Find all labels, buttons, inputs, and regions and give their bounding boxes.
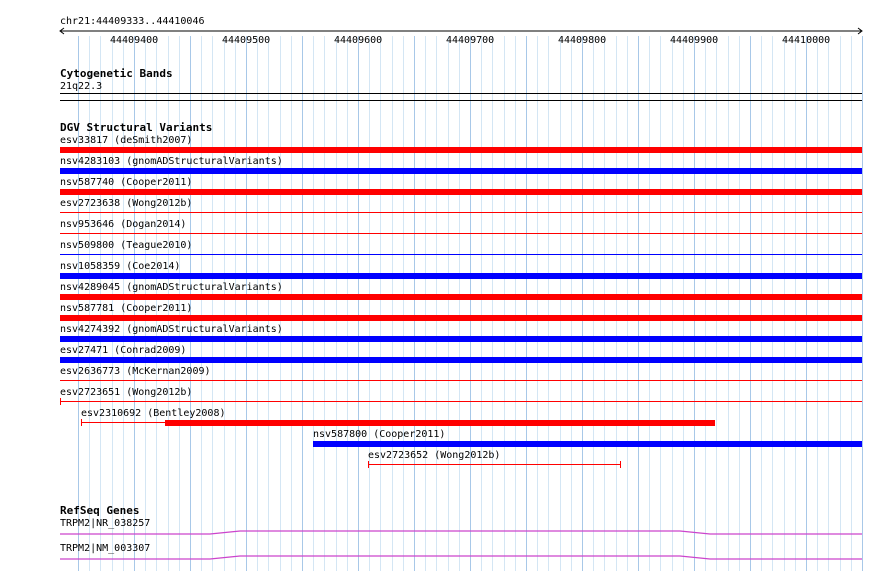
ruler-tick-label: 44409500 bbox=[222, 35, 271, 46]
feature-label[interactable]: esv2310692 (Bentley2008) bbox=[81, 408, 226, 419]
region-label: chr21:44409333..44410046 bbox=[60, 16, 205, 27]
gene-model[interactable] bbox=[60, 552, 862, 562]
feature-label[interactable]: nsv1058359 (Coe2014) bbox=[60, 261, 181, 272]
variant-bar[interactable] bbox=[60, 273, 862, 279]
feature-label[interactable]: nsv953646 (Dogan2014) bbox=[60, 219, 187, 230]
track-title-refseq[interactable]: RefSeq Genes bbox=[60, 504, 140, 517]
variant-bar[interactable] bbox=[60, 168, 862, 174]
ruler-tick-label: 44409800 bbox=[558, 35, 607, 46]
variant-end-tick bbox=[368, 461, 369, 468]
ruler-tick-label: 44409700 bbox=[446, 35, 495, 46]
variant-line[interactable] bbox=[60, 233, 862, 234]
variant-line[interactable] bbox=[60, 380, 862, 381]
feature-label[interactable]: esv2636773 (McKernan2009) bbox=[60, 366, 211, 377]
variant-bar[interactable] bbox=[60, 147, 862, 153]
variant-end-tick bbox=[81, 419, 82, 426]
track-title-cytoband[interactable]: Cytogenetic Bands bbox=[60, 67, 173, 80]
ruler-tick-label: 44410000 bbox=[782, 35, 831, 46]
feature-label[interactable]: esv27471 (Conrad2009) bbox=[60, 345, 187, 356]
variant-line[interactable] bbox=[368, 464, 621, 465]
variant-line[interactable] bbox=[60, 212, 862, 213]
ruler-tick-label: 44409900 bbox=[670, 35, 719, 46]
variant-bar[interactable] bbox=[313, 441, 862, 447]
feature-label[interactable]: nsv4283103 (gnomADStructuralVariants) bbox=[60, 156, 283, 167]
variant-bar[interactable] bbox=[165, 420, 715, 426]
variant-line[interactable] bbox=[60, 401, 862, 402]
variant-end-tick bbox=[620, 461, 621, 468]
variant-bar[interactable] bbox=[60, 294, 862, 300]
variant-bar[interactable] bbox=[60, 189, 862, 195]
feature-label[interactable]: esv2723652 (Wong2012b) bbox=[368, 450, 501, 461]
gene-model[interactable] bbox=[60, 527, 862, 537]
variant-end-tick bbox=[60, 398, 61, 405]
feature-label[interactable]: esv33817 (deSmith2007) bbox=[60, 135, 193, 146]
cytoband-label[interactable]: 21q22.3 bbox=[60, 81, 103, 92]
variant-bar[interactable] bbox=[60, 357, 862, 363]
feature-label[interactable]: esv2723638 (Wong2012b) bbox=[60, 198, 193, 209]
gene-label[interactable]: TRPM2|NM_003307 bbox=[60, 543, 151, 554]
ruler-tick-label: 44409600 bbox=[334, 35, 383, 46]
cytoband-bar-bottom bbox=[60, 100, 862, 101]
variant-bar[interactable] bbox=[60, 315, 862, 321]
track-title-dgv[interactable]: DGV Structural Variants bbox=[60, 121, 213, 134]
feature-label[interactable]: nsv587740 (Cooper2011) bbox=[60, 177, 193, 188]
feature-label[interactable]: nsv509800 (Teague2010) bbox=[60, 240, 193, 251]
feature-label[interactable]: nsv4274392 (gnomADStructuralVariants) bbox=[60, 324, 283, 335]
gene-label[interactable]: TRPM2|NR_038257 bbox=[60, 518, 151, 529]
feature-label[interactable]: esv2723651 (Wong2012b) bbox=[60, 387, 193, 398]
feature-label[interactable]: nsv587781 (Cooper2011) bbox=[60, 303, 193, 314]
feature-label[interactable]: nsv587800 (Cooper2011) bbox=[313, 429, 446, 440]
cytoband-bar-top bbox=[60, 93, 862, 94]
ruler-tick-label: 44409400 bbox=[110, 35, 159, 46]
variant-line[interactable] bbox=[60, 254, 862, 255]
variant-bar[interactable] bbox=[60, 336, 862, 342]
feature-label[interactable]: nsv4289045 (gnomADStructuralVariants) bbox=[60, 282, 283, 293]
